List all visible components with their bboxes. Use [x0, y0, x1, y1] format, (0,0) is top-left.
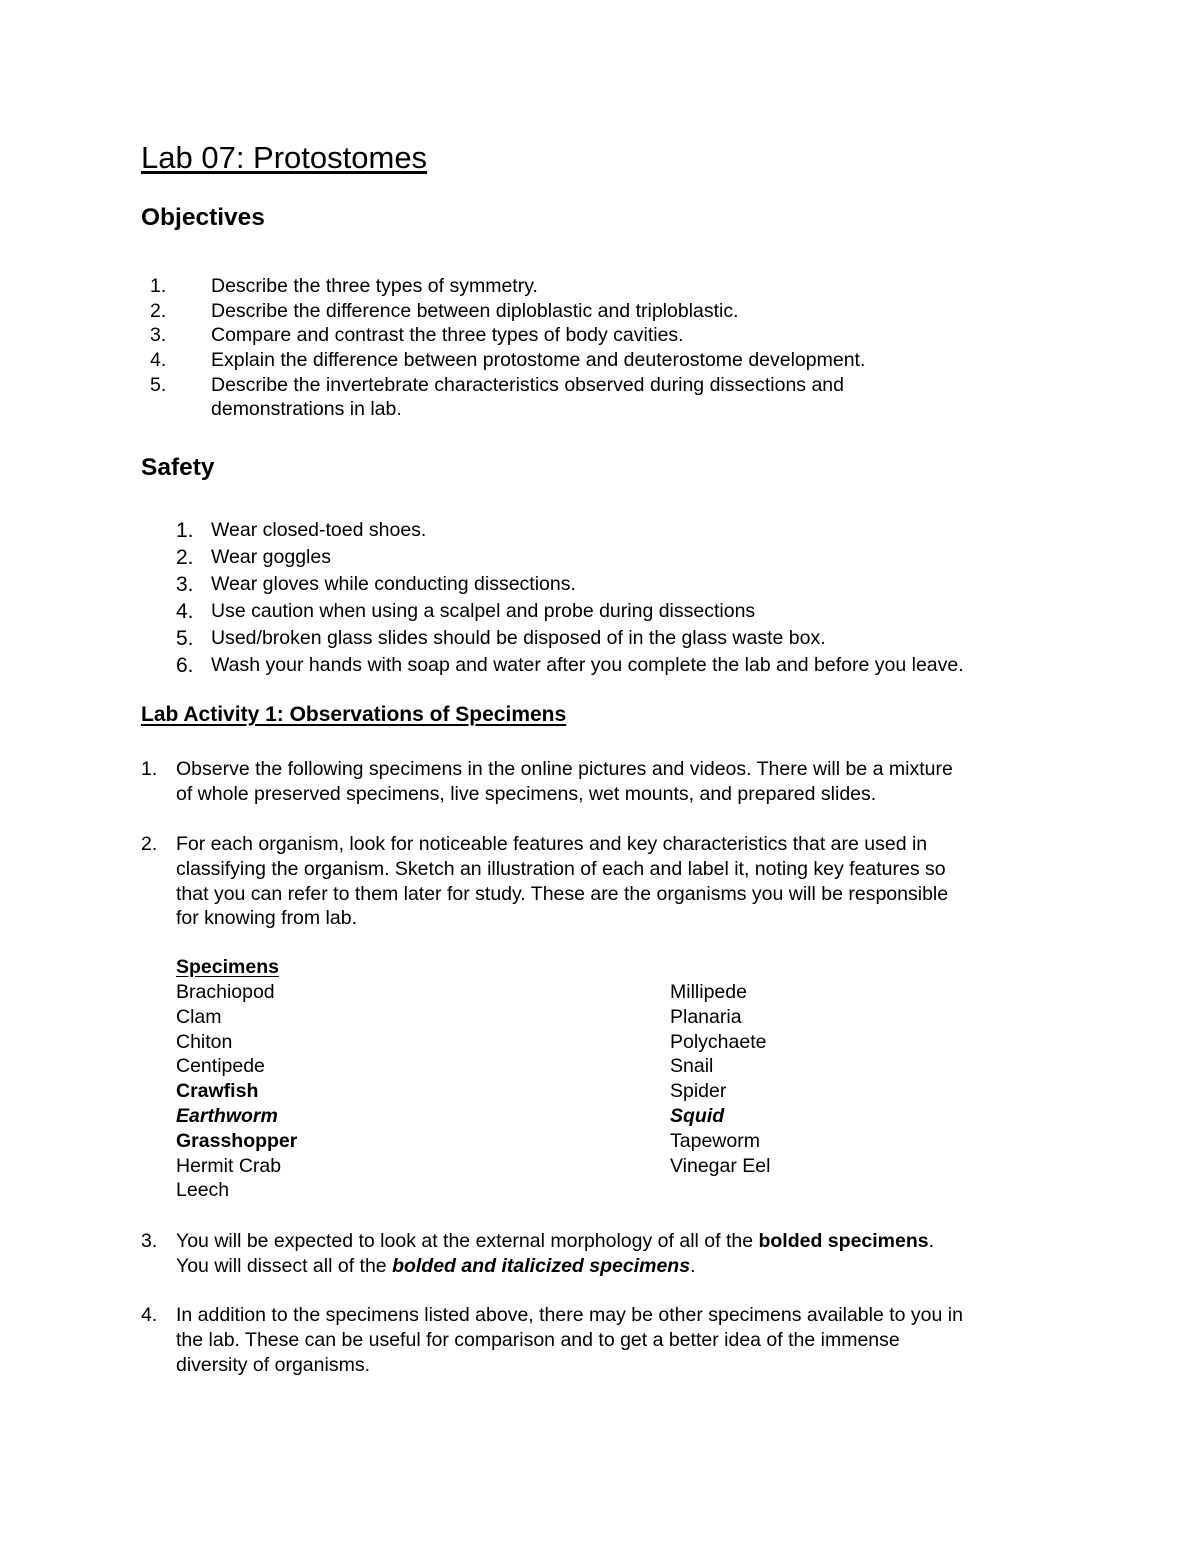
- specimen-item: Clam: [176, 1005, 222, 1028]
- list-text: Use caution when using a scalpel and probe during dissections: [211, 600, 756, 623]
- list-number: 4.: [176, 600, 194, 624]
- step-line: [176, 1254, 934, 1279]
- text-run: You will be expected to look at the external morphology of all of the: [176, 1230, 759, 1252]
- list-number: 3.: [176, 573, 194, 597]
- specimen-item-bolded-italic: Squid: [670, 1104, 725, 1127]
- specimen-item: Hermit Crab: [176, 1154, 282, 1177]
- activity-title: Lab Activity 1: Observations of Specimens: [141, 703, 567, 726]
- safety-heading: Safety: [141, 454, 215, 481]
- list-text: Describe the invertebrate characteristics observed during dissections and: [211, 373, 844, 396]
- list-number: 2.: [150, 299, 167, 322]
- text-run: .: [690, 1254, 696, 1277]
- text-run: .: [928, 1230, 935, 1252]
- specimen-item-bolded-italic: Earthworm: [176, 1104, 278, 1127]
- step-line: For each organism, look for noticeable features and key characteristics that are used in: [176, 833, 928, 855]
- list-text: Explain the difference between protostome and deuterostome development.: [211, 349, 866, 372]
- list-text: Wear closed-toed shoes.: [211, 519, 427, 541]
- list-number: 1.: [141, 758, 158, 780]
- step-line: of whole preserved specimens, live specimens, wet mounts, and prepared slides.: [176, 782, 877, 805]
- list-text: Compare and contrast the three types of body cavities.: [211, 324, 684, 347]
- list-number: 5.: [150, 373, 167, 396]
- step-body: [176, 757, 953, 807]
- objectives-heading: Objectives: [141, 204, 265, 231]
- list-number: 4.: [141, 1304, 158, 1326]
- list-text: Wear gloves while conducting dissections.: [211, 573, 576, 596]
- step-line: classifying the organism. Sketch an illustration of each and label it, noting key features so: [176, 857, 946, 880]
- page-title: Lab 07: Protostomes: [141, 140, 428, 175]
- text-run-bold-italic: bolded and italicized specimens: [392, 1254, 691, 1277]
- list-number: 3.: [150, 324, 167, 347]
- list-number: 1.: [176, 519, 194, 542]
- list-text: Used/broken glass slides should be disposed of in the glass waste box.: [211, 627, 826, 650]
- list-number: 3.: [141, 1230, 158, 1252]
- list-number: 4.: [150, 349, 167, 372]
- specimen-item: Chiton: [176, 1030, 233, 1053]
- specimen-item: Leech: [176, 1179, 230, 1202]
- list-text: Wear goggles: [211, 546, 331, 569]
- step-body: [176, 832, 948, 931]
- list-number: 2.: [141, 833, 158, 855]
- specimen-item: Spider: [670, 1080, 727, 1103]
- specimens-heading: Specimens: [176, 956, 279, 978]
- specimen-item-bolded: Crawfish: [176, 1080, 259, 1103]
- step-line: Observe the following specimens in the online pictures and videos. There will be a mixture: [176, 758, 953, 780]
- specimen-item: Millipede: [670, 981, 747, 1003]
- specimen-item: Brachiopod: [176, 981, 275, 1003]
- list-number: 6.: [176, 654, 194, 678]
- step-line: for knowing from lab.: [176, 907, 357, 930]
- specimen-item: Polychaete: [670, 1030, 767, 1053]
- specimen-item: Vinegar Eel: [670, 1154, 771, 1177]
- list-text-continued: demonstrations in lab.: [211, 398, 402, 421]
- step-line: the lab. These can be useful for comparison and to get a better idea of the immense: [176, 1328, 900, 1351]
- list-text: Describe the difference between diploblastic and triploblastic.: [211, 299, 739, 322]
- step-body: [176, 1303, 963, 1377]
- step-line: [176, 1229, 934, 1254]
- step-body: [176, 1229, 934, 1279]
- specimens-column-right: [670, 980, 770, 1178]
- list-text: Wash your hands with soap and water after you complete the lab and before you leave.: [211, 654, 964, 677]
- list-number: 2.: [176, 546, 194, 570]
- text-run: You will dissect all of the: [176, 1254, 393, 1277]
- list-number: 1.: [150, 275, 167, 297]
- specimen-item: Centipede: [176, 1055, 265, 1078]
- step-line: that you can refer to them later for study. These are the organisms you will be responsible: [176, 882, 949, 905]
- step-line: In addition to the specimens listed above, there may be other specimens available to you in: [176, 1304, 963, 1326]
- text-run-bold: bolded specimens: [758, 1230, 929, 1252]
- specimen-item: Planaria: [670, 1005, 742, 1028]
- step-line: diversity of organisms.: [176, 1353, 370, 1376]
- specimen-item-bolded: Grasshopper: [176, 1129, 298, 1152]
- specimen-item: Tapeworm: [670, 1129, 760, 1152]
- list-number: 5.: [176, 627, 194, 651]
- list-text: Describe the three types of symmetry.: [211, 275, 538, 297]
- specimens-column-left: [176, 980, 297, 1203]
- specimen-item: Snail: [670, 1055, 714, 1078]
